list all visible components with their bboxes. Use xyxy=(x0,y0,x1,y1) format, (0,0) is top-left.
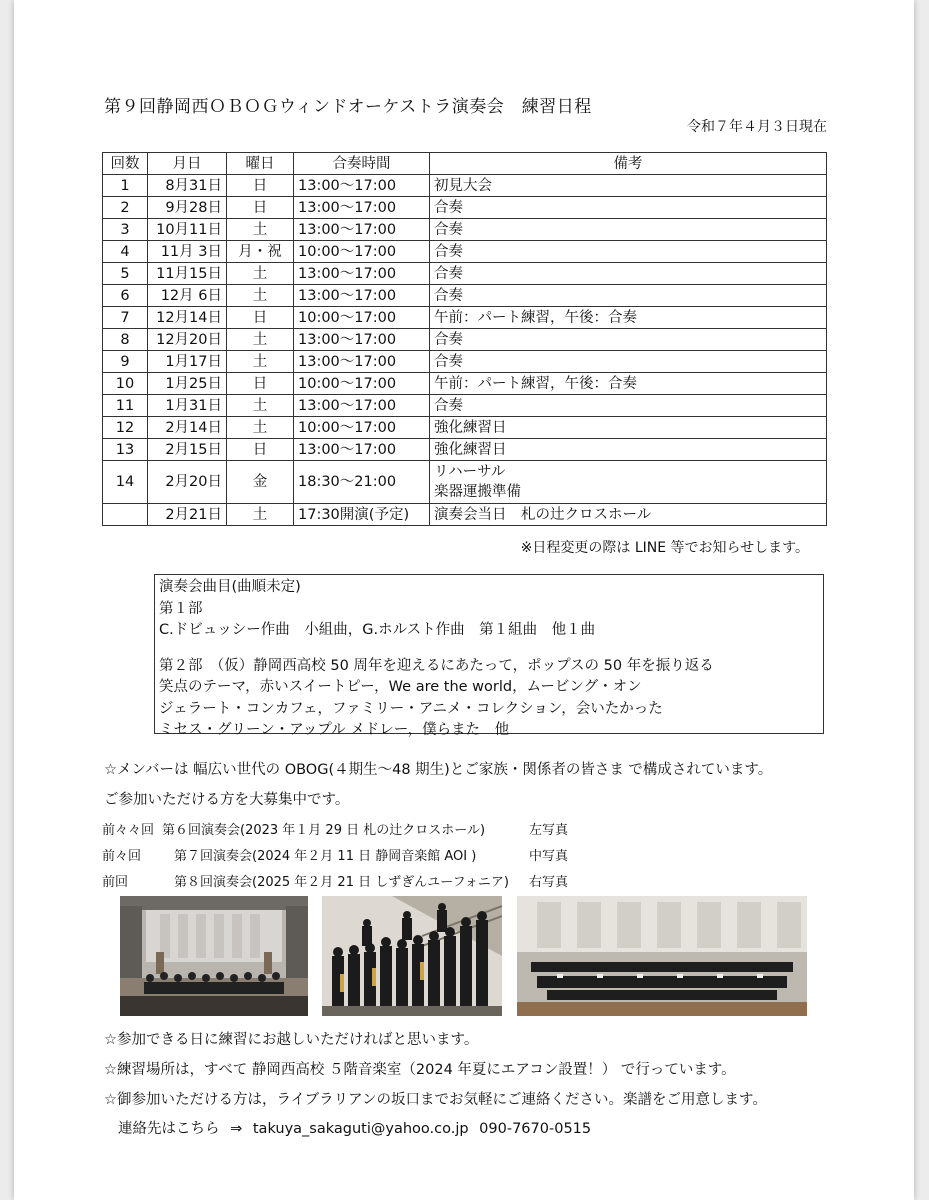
schedule-row xyxy=(103,175,827,197)
session-weekday: 土 xyxy=(227,285,294,307)
session-date: 9月28日 xyxy=(148,197,227,219)
session-time: 13:00～17:00 xyxy=(294,395,430,417)
program-part2-line: 笑点のテーマ，赤いスイートピー，We are the world，ムービング・オン xyxy=(159,679,642,695)
session-remarks: 合奏 xyxy=(430,329,827,351)
session-number: 4 xyxy=(103,241,148,263)
session-remarks xyxy=(430,461,827,504)
document-page xyxy=(14,0,914,1200)
session-weekday: 日 xyxy=(227,175,294,197)
bullet-text: ☆練習場所は，すべて 静岡西高校 ５階音楽室（2024 年夏にエアコン設置！） で行っています。 xyxy=(104,1062,736,1078)
session-weekday: 日 xyxy=(227,197,294,219)
schedule-row xyxy=(103,417,827,439)
contact-label: 連絡先はこちら xyxy=(118,1121,220,1137)
bullet-text: ☆参加できる日に練習にお越しいただければと思います。 xyxy=(104,1032,479,1048)
session-remarks-line: 楽器運搬準備 xyxy=(434,484,521,500)
session-date: 11月 3日 xyxy=(148,241,227,263)
session-remarks: 演奏会当日 札の辻クロスホール xyxy=(430,504,827,526)
header-weekday: 曜日 xyxy=(227,153,294,175)
program-part2-line: ジェラート・コンカフェ，ファミリー・アニメ・コレクション，会いたかった xyxy=(159,700,663,717)
past-concert-desc: 第６回演奏会(2023 年１月 29 日 札の辻クロスホール) xyxy=(162,823,486,838)
past-concert-label: 前々回 xyxy=(102,849,142,864)
session-remarks: 午前：パート練習，午後：合奏 xyxy=(430,307,827,329)
session-date: 2月21日 xyxy=(148,504,227,526)
bullet-text: ☆御参加いただける方は，ライブラリアンの坂口までお気軽にご連絡ください。楽譜をご用意します。 xyxy=(104,1092,767,1108)
session-remarks: 強化練習日 xyxy=(430,439,827,461)
session-number: 9 xyxy=(103,351,148,373)
contact-email[interactable]: takuya_sakaguti@yahoo.co.jp xyxy=(252,1121,469,1137)
session-time: 13:00～17:00 xyxy=(294,175,430,197)
concert-photo-middle xyxy=(322,896,502,1016)
session-date: 12月 6日 xyxy=(148,285,227,307)
program-box xyxy=(154,574,824,738)
session-number: 12 xyxy=(103,417,148,439)
session-time: 10:00～17:00 xyxy=(294,417,430,439)
session-time: 18:30～21:00 xyxy=(294,461,430,504)
session-date: 1月25日 xyxy=(148,373,227,395)
practice-schedule-table xyxy=(102,152,827,526)
schedule-row xyxy=(103,504,827,526)
schedule-row xyxy=(103,197,827,219)
session-number: 8 xyxy=(103,329,148,351)
past-concert-label: 前々々回 xyxy=(102,823,155,838)
past-concert-label: 前回 xyxy=(102,875,129,890)
program-part1-pieces: C.ドビュッシー作曲 小組曲，G.ホルスト作曲 第１組曲 他１曲 xyxy=(159,622,596,638)
session-time: 13:00～17:00 xyxy=(294,285,430,307)
session-date: 2月20日 xyxy=(148,461,227,504)
session-remarks: 強化練習日 xyxy=(430,417,827,439)
schedule-row xyxy=(103,439,827,461)
session-number: 10 xyxy=(103,373,148,395)
session-weekday: 土 xyxy=(227,329,294,351)
session-weekday: 月・祝 xyxy=(227,241,294,263)
past-concert-photo-ref: 中写真 xyxy=(529,849,569,864)
session-date: 8月31日 xyxy=(148,175,227,197)
session-date: 12月20日 xyxy=(148,329,227,351)
session-remarks: 合奏 xyxy=(430,197,827,219)
schedule-row xyxy=(103,329,827,351)
session-date: 2月14日 xyxy=(148,417,227,439)
schedule-row xyxy=(103,219,827,241)
session-remarks: 合奏 xyxy=(430,395,827,417)
header-number: 回数 xyxy=(103,153,148,175)
session-weekday: 土 xyxy=(227,219,294,241)
session-number: 5 xyxy=(103,263,148,285)
session-remarks: 合奏 xyxy=(430,351,827,373)
session-date: 1月17日 xyxy=(148,351,227,373)
contact-line xyxy=(118,1117,591,1138)
session-remarks: 午前：パート練習，午後：合奏 xyxy=(430,373,827,395)
session-remarks: 合奏 xyxy=(430,241,827,263)
session-time: 13:00～17:00 xyxy=(294,351,430,373)
schedule-row xyxy=(103,241,827,263)
session-number: 1 xyxy=(103,175,148,197)
session-number: 13 xyxy=(103,439,148,461)
session-time: 13:00～17:00 xyxy=(294,197,430,219)
session-time: 17:30開演(予定) xyxy=(294,504,430,526)
past-concert-photo-ref: 左写真 xyxy=(529,823,569,838)
session-remarks: 合奏 xyxy=(430,285,827,307)
session-number: 7 xyxy=(103,307,148,329)
program-part1-title: 第１部 xyxy=(159,600,203,617)
past-concert-desc: 第８回演奏会(2025 年２月 21 日 しずぎんユーフォニア) xyxy=(174,875,509,890)
session-remarks-line: リハーサル xyxy=(434,464,506,480)
session-weekday: 金 xyxy=(227,461,294,504)
schedule-row xyxy=(103,307,827,329)
header-date: 月日 xyxy=(148,153,227,175)
session-number: 3 xyxy=(103,219,148,241)
recruit-text: ご参加いただける方を大募集中です。 xyxy=(104,792,350,808)
session-time: 10:00～17:00 xyxy=(294,307,430,329)
session-weekday: 土 xyxy=(227,351,294,373)
program-part2-line: ミセス・グリーン・アップル メドレー，僕らまた 他 xyxy=(159,722,510,738)
session-number: 14 xyxy=(103,461,148,504)
session-remarks: 合奏 xyxy=(430,263,827,285)
session-time: 10:00～17:00 xyxy=(294,241,430,263)
program-heading: 演奏会曲目(曲順未定) xyxy=(159,579,301,595)
schedule-row xyxy=(103,263,827,285)
schedule-row xyxy=(103,285,827,307)
past-concert-photo-ref: 右写真 xyxy=(529,875,569,890)
arrow-icon: ⇒ xyxy=(230,1121,243,1137)
session-weekday: 土 xyxy=(227,263,294,285)
session-time: 13:00～17:00 xyxy=(294,263,430,285)
session-remarks: 初見大会 xyxy=(430,175,827,197)
session-date: 2月15日 xyxy=(148,439,227,461)
session-remarks: 合奏 xyxy=(430,219,827,241)
session-weekday: 土 xyxy=(227,417,294,439)
concert-photo-left xyxy=(120,896,308,1016)
header-time: 合奏時間 xyxy=(294,153,430,175)
session-time: 10:00～17:00 xyxy=(294,373,430,395)
session-date: 1月31日 xyxy=(148,395,227,417)
as-of-date: 令和７年４月３日現在 xyxy=(687,119,827,135)
header-remarks: 備考 xyxy=(430,153,827,175)
document-title: 第９回静岡西ＯＢＯＧウィンドオーケストラ演奏会 練習日程 xyxy=(104,97,592,117)
session-number: 11 xyxy=(103,395,148,417)
session-number: 2 xyxy=(103,197,148,219)
session-date: 10月11日 xyxy=(148,219,227,241)
session-number xyxy=(103,504,148,526)
schedule-row xyxy=(103,461,827,504)
schedule-change-note: ※日程変更の際は LINE 等でお知らせします。 xyxy=(520,540,809,556)
session-weekday: 土 xyxy=(227,395,294,417)
session-weekday: 日 xyxy=(227,307,294,329)
schedule-row xyxy=(103,373,827,395)
session-weekday: 土 xyxy=(227,504,294,526)
members-text: ☆メンバーは 幅広い世代の OBOG(４期生～48 期生)とご家族・関係者の皆さま で構成されています。 xyxy=(104,762,773,778)
schedule-row xyxy=(103,395,827,417)
session-time: 13:00～17:00 xyxy=(294,439,430,461)
session-time: 13:00～17:00 xyxy=(294,219,430,241)
program-part2-title: 第２部 （仮）静岡西高校 50 周年を迎えるにあたって，ポップスの 50 年を振り返る xyxy=(159,657,714,674)
concert-photo-right xyxy=(517,896,807,1016)
table-header-row xyxy=(103,153,827,175)
schedule-row xyxy=(103,351,827,373)
session-date: 12月14日 xyxy=(148,307,227,329)
contact-phone[interactable]: 090-7670-0515 xyxy=(479,1121,592,1137)
session-weekday: 日 xyxy=(227,439,294,461)
session-number: 6 xyxy=(103,285,148,307)
session-time: 13:00～17:00 xyxy=(294,329,430,351)
session-weekday: 日 xyxy=(227,373,294,395)
past-concert-desc: 第７回演奏会(2024 年２月 11 日 静岡音楽館 AOI ) xyxy=(174,849,477,864)
session-date: 11月15日 xyxy=(148,263,227,285)
